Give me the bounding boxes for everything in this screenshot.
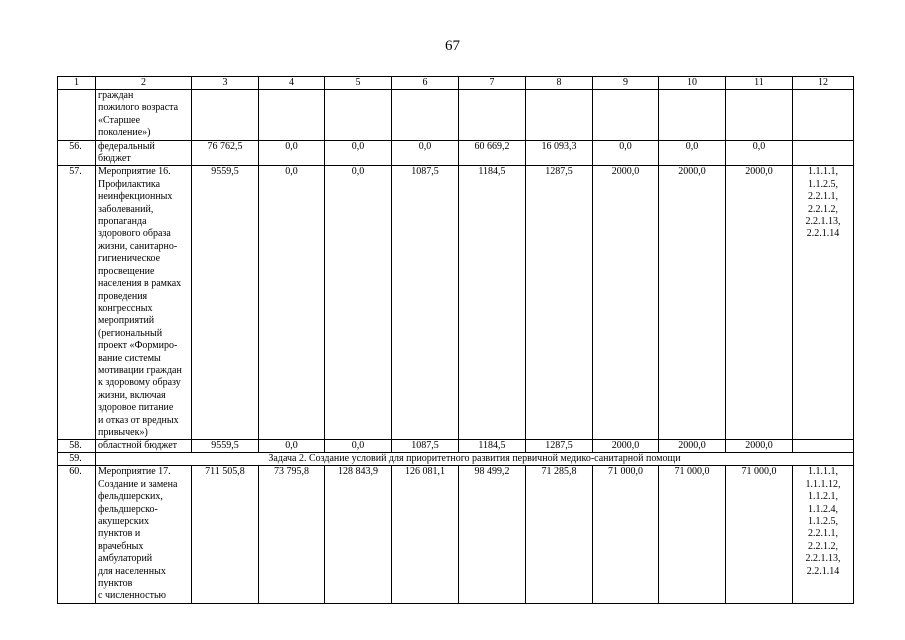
value-cell: 2000,0 (659, 166, 726, 440)
value-cell: 1087,5 (392, 440, 459, 453)
row-name: Мероприятие 17. Создание и замена фельдшерских, фельдшерско- акушерских пунктов и врачебных амбулаторий для населенных пунктов с численностью (96, 466, 192, 603)
value-cell: 2000,0 (726, 440, 793, 453)
table-row (58, 90, 854, 141)
value-cell: 71 000,0 (593, 466, 659, 603)
value-cell: 73 795,8 (259, 466, 325, 603)
value-cell: 0,0 (325, 140, 392, 166)
row-name: областной бюджет (96, 440, 192, 453)
header-cell: 6 (392, 77, 459, 90)
value-cell (259, 90, 325, 141)
value-cell (593, 90, 659, 141)
value-cell: 0,0 (659, 140, 726, 166)
header-cell: 9 (593, 77, 659, 90)
value-cell: 0,0 (392, 140, 459, 166)
header-cell: 7 (459, 77, 526, 90)
value-cell: 60 669,2 (459, 140, 526, 166)
table-row (58, 140, 854, 166)
value-cell: 98 499,2 (459, 466, 526, 603)
value-cell (526, 90, 593, 141)
value-cell: 71 000,0 (726, 466, 793, 603)
header-cell: 12 (793, 77, 854, 90)
codes-cell (793, 90, 854, 141)
value-cell: 71 000,0 (659, 466, 726, 603)
page-number: 67 (445, 38, 460, 54)
value-cell: 2000,0 (593, 440, 659, 453)
value-cell: 0,0 (259, 140, 325, 166)
header-cell: 1 (58, 77, 96, 90)
value-cell (325, 90, 392, 141)
program-table (57, 76, 854, 604)
row-name: граждан пожилого возраста «Старшее поколение») (96, 90, 192, 141)
value-cell (459, 90, 526, 141)
value-cell: 1287,5 (526, 166, 593, 440)
header-cell: 5 (325, 77, 392, 90)
value-cell (192, 90, 259, 141)
header-cell: 2 (96, 77, 192, 90)
row-number: 59. (58, 453, 96, 466)
value-cell: 71 285,8 (526, 466, 593, 603)
table-row (58, 466, 854, 603)
codes-cell: 1.1.1.1, 1.1.1.12, 1.1.2.1, 1.1.2.4, 1.1.2.5, 2.2.1.1, 2.2.1.2, 2.2.1.13, 2.2.1.14 (793, 466, 854, 603)
header-cell: 10 (659, 77, 726, 90)
row-number (58, 90, 96, 141)
value-cell (726, 90, 793, 141)
value-cell: 711 505,8 (192, 466, 259, 603)
value-cell: 0,0 (259, 166, 325, 440)
value-cell: 0,0 (325, 166, 392, 440)
value-cell (392, 90, 459, 141)
task-row (58, 453, 854, 466)
value-cell: 1184,5 (459, 440, 526, 453)
header-cell: 4 (259, 77, 325, 90)
value-cell: 1184,5 (459, 166, 526, 440)
row-number: 57. (58, 166, 96, 440)
value-cell: 16 093,3 (526, 140, 593, 166)
task-heading: Задача 2. Создание условий для приоритетного развития первичной медико-санитарной помощи (96, 453, 854, 466)
value-cell: 9559,5 (192, 166, 259, 440)
row-name: федеральный бюджет (96, 140, 192, 166)
table-row (58, 166, 854, 440)
row-number: 60. (58, 466, 96, 603)
value-cell: 9559,5 (192, 440, 259, 453)
value-cell: 0,0 (593, 140, 659, 166)
codes-cell (793, 440, 854, 453)
row-number: 56. (58, 140, 96, 166)
value-cell: 1287,5 (526, 440, 593, 453)
value-cell: 2000,0 (659, 440, 726, 453)
codes-cell: 1.1.1.1, 1.1.2.5, 2.2.1.1, 2.2.1.2, 2.2.1.13, 2.2.1.14 (793, 166, 854, 440)
value-cell: 2000,0 (726, 166, 793, 440)
codes-cell (793, 140, 854, 166)
header-cell: 3 (192, 77, 259, 90)
row-name: Мероприятие 16. Профилактика неинфекционных заболеваний, пропаганда здорового образа жизни, санитарно- гигиеническое просвещение населения в рамках проведения конгрессных мероприятий (региональный проект «Формиро- вание системы мотивации граждан к здоровому образу жизни, включая здоровое питание и отказ от вредных привычек») (96, 166, 192, 440)
header-row (58, 77, 854, 90)
value-cell: 128 843,9 (325, 466, 392, 603)
header-cell: 8 (526, 77, 593, 90)
value-cell: 2000,0 (593, 166, 659, 440)
value-cell: 0,0 (259, 440, 325, 453)
header-cell: 11 (726, 77, 793, 90)
row-number: 58. (58, 440, 96, 453)
value-cell: 126 081,1 (392, 466, 459, 603)
value-cell: 0,0 (726, 140, 793, 166)
value-cell: 76 762,5 (192, 140, 259, 166)
value-cell: 1087,5 (392, 166, 459, 440)
table-row (58, 440, 854, 453)
value-cell: 0,0 (325, 440, 392, 453)
value-cell (659, 90, 726, 141)
